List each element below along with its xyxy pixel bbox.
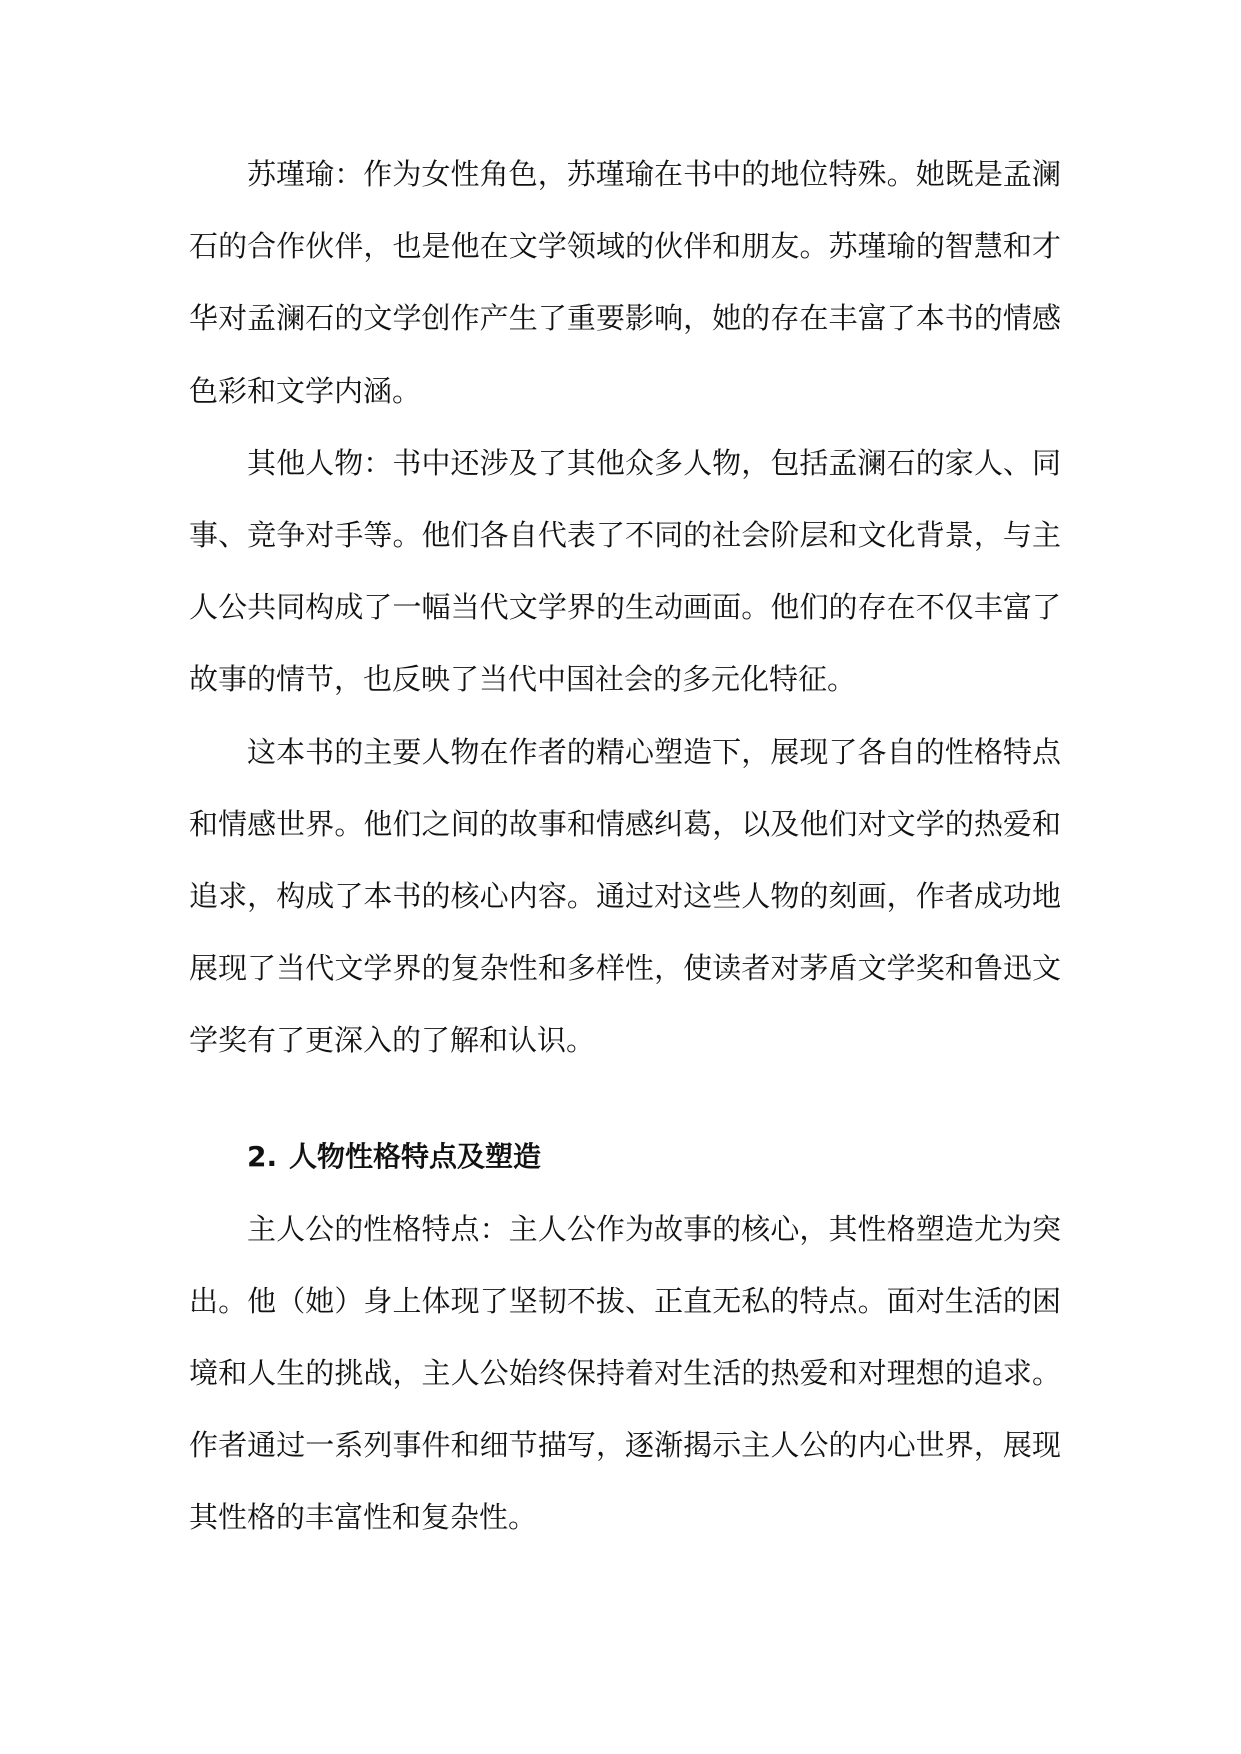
section-number: 2. xyxy=(247,1139,278,1173)
section-heading xyxy=(189,1121,1061,1193)
document-body xyxy=(189,138,1061,1554)
paragraph-protagonist-traits: 主人公的性格特点：主人公作为故事的核心，其性格塑造尤为突出。他（她）身上体现了坚韧不拔、正直无私的特点。面对生活的困境和人生的挑战，主人公始终保持着对生活的热爱和对理想的追求。作者通过一系列事件和细节描写，逐渐揭示主人公的内心世界，展现其性格的丰富性和复杂性。 xyxy=(189,1211,1061,1535)
section-title: 人物性格特点及塑造 xyxy=(289,1139,542,1173)
paragraph-su-jinyu: 苏瑾瑜：作为女性角色，苏瑾瑜在书中的地位特殊。她既是孟澜石的合作伙伴，也是他在文学领域的伙伴和朋友。苏瑾瑜的智慧和才华对孟澜石的文学创作产生了重要影响，她的存在丰富了本书的情感色彩和文学内涵。 xyxy=(189,157,1061,408)
paragraph-summary: 这本书的主要人物在作者的精心塑造下，展现了各自的性格特点和情感世界。他们之间的故事和情感纠葛，以及他们对文学的热爱和追求，构成了本书的核心内容。通过对这些人物的刻画，作者成功地展现了当代文学界的复杂性和多样性，使读者对茅盾文学奖和鲁迅文学奖有了更深入的了解和认识。 xyxy=(189,734,1061,1058)
paragraph-other-characters: 其他人物：书中还涉及了其他众多人物，包括孟澜石的家人、同事、竞争对手等。他们各自代表了不同的社会阶层和文化背景，与主人公共同构成了一幅当代文学界的生动画面。他们的存在不仅丰富了故事的情节，也反映了当代中国社会的多元化特征。 xyxy=(189,445,1061,697)
